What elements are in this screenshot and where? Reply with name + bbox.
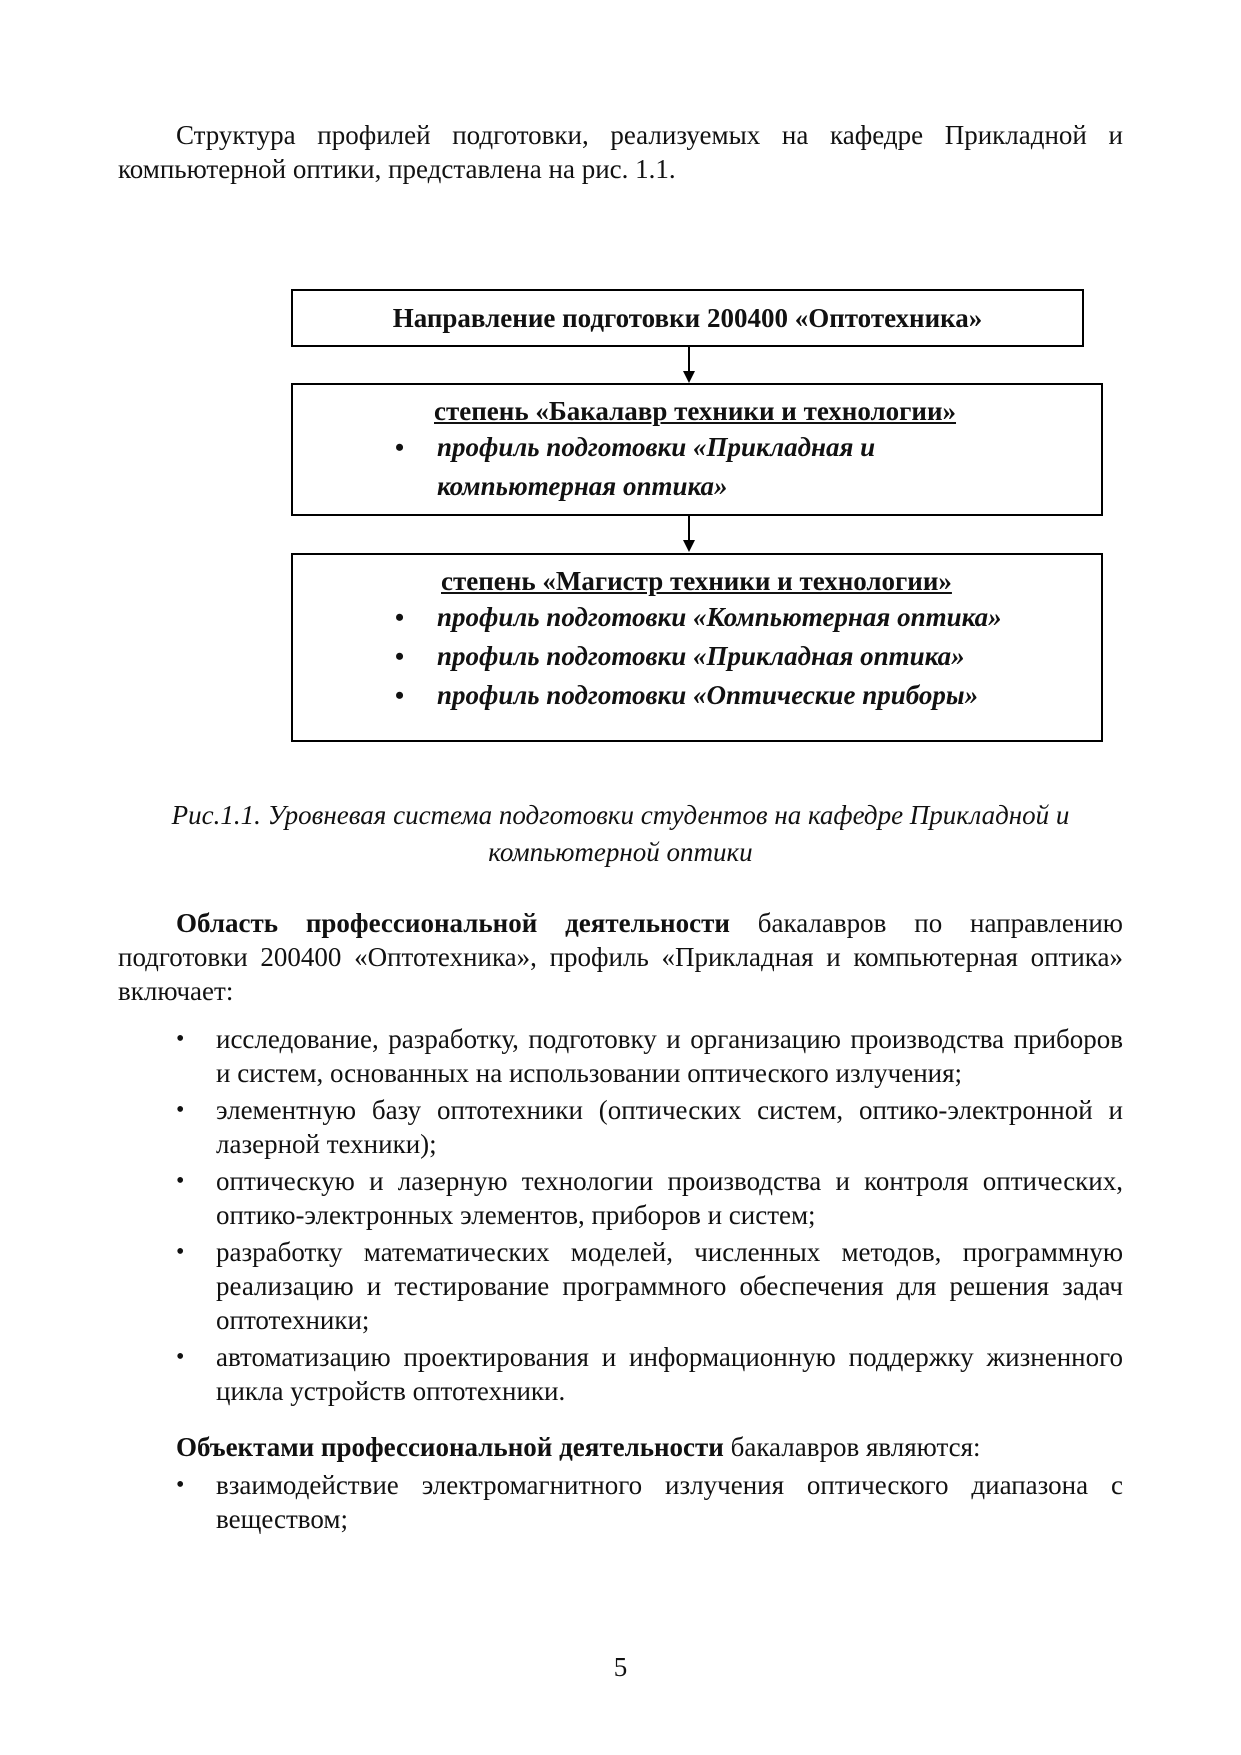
- area-list-item: • элементную базу оптотехники (оптических систем, оптико-электронной и лазерной техники);: [176, 1093, 1123, 1161]
- objects-paragraph: [176, 1430, 1123, 1464]
- diagram-arrow-2-line: [688, 516, 690, 541]
- diagram-master-item: • профиль подготовки «Оптические приборы»: [395, 676, 1095, 715]
- diagram-arrow-2-head: [683, 540, 695, 552]
- area-list-item: • автоматизацию проектирования и информационную поддержку жизненного цикла устройств оптотехники.: [176, 1340, 1123, 1408]
- diagram-master-list: [395, 598, 1095, 715]
- diagram-box-direction: [291, 289, 1084, 347]
- diagram-master-item: • профиль подготовки «Компьютерная оптика»: [395, 598, 1095, 637]
- area-list-item: • оптическую и лазерную технологии производства и контроля оптических, оптико-электронных элементов, приборов и систем;: [176, 1164, 1123, 1232]
- page-number: 5: [613, 1652, 628, 1682]
- diagram-arrow-1-line: [688, 347, 690, 372]
- area-bold-term: Область профессиональной деятельности: [176, 908, 730, 938]
- diagram-bachelor-item: • профиль подготовки «Прикладная и компьютерная оптика»: [395, 428, 955, 506]
- diagram-box-direction-title: Направление подготовки 200400 «Оптотехника»: [392, 303, 983, 333]
- diagram-box-master: [291, 553, 1103, 742]
- intro-paragraph: Структура профилей подготовки, реализуемых на кафедре Прикладной и компьютерной оптики, представлена на рис. 1.1.: [118, 120, 1123, 184]
- diagram-arrow-1-head: [683, 371, 695, 383]
- area-paragraph: [118, 906, 1123, 1008]
- diagram-master-heading: степень «Магистр техники и технологии»: [441, 566, 952, 596]
- diagram-bachelor-heading: степень «Бакалавр техники и технологии»: [434, 396, 957, 426]
- objects-list-item: • взаимодействие электромагнитного излучения оптического диапазона с веществом;: [176, 1468, 1123, 1536]
- diagram-box-bachelor: [291, 383, 1103, 516]
- objects-list: [176, 1468, 1123, 1539]
- diagram-bachelor-list: [395, 428, 955, 506]
- objects-bold-term: Объектами профессиональной деятельности: [176, 1432, 724, 1462]
- area-list: [176, 1022, 1123, 1411]
- area-list-item: • разработку математических моделей, численных методов, программную реализацию и тестирование программного обеспечения для решения задач оптотехники;: [176, 1235, 1123, 1337]
- diagram-master-item: • профиль подготовки «Прикладная оптика»: [395, 637, 1095, 676]
- figure-caption: Рис.1.1. Уровневая система подготовки студентов на кафедре Прикладной и компьютерной оптики: [171, 800, 1070, 867]
- area-text: бакалавров по направлению подготовки 200400 «Оптотехника», профиль «Прикладная и компьютерная оптика» включает:: [118, 908, 1123, 1006]
- area-list-item: • исследование, разработку, подготовку и организацию производства приборов и систем, основанных на использовании оптического излучения;: [176, 1022, 1123, 1090]
- objects-text: бакалавров являются:: [723, 1432, 981, 1462]
